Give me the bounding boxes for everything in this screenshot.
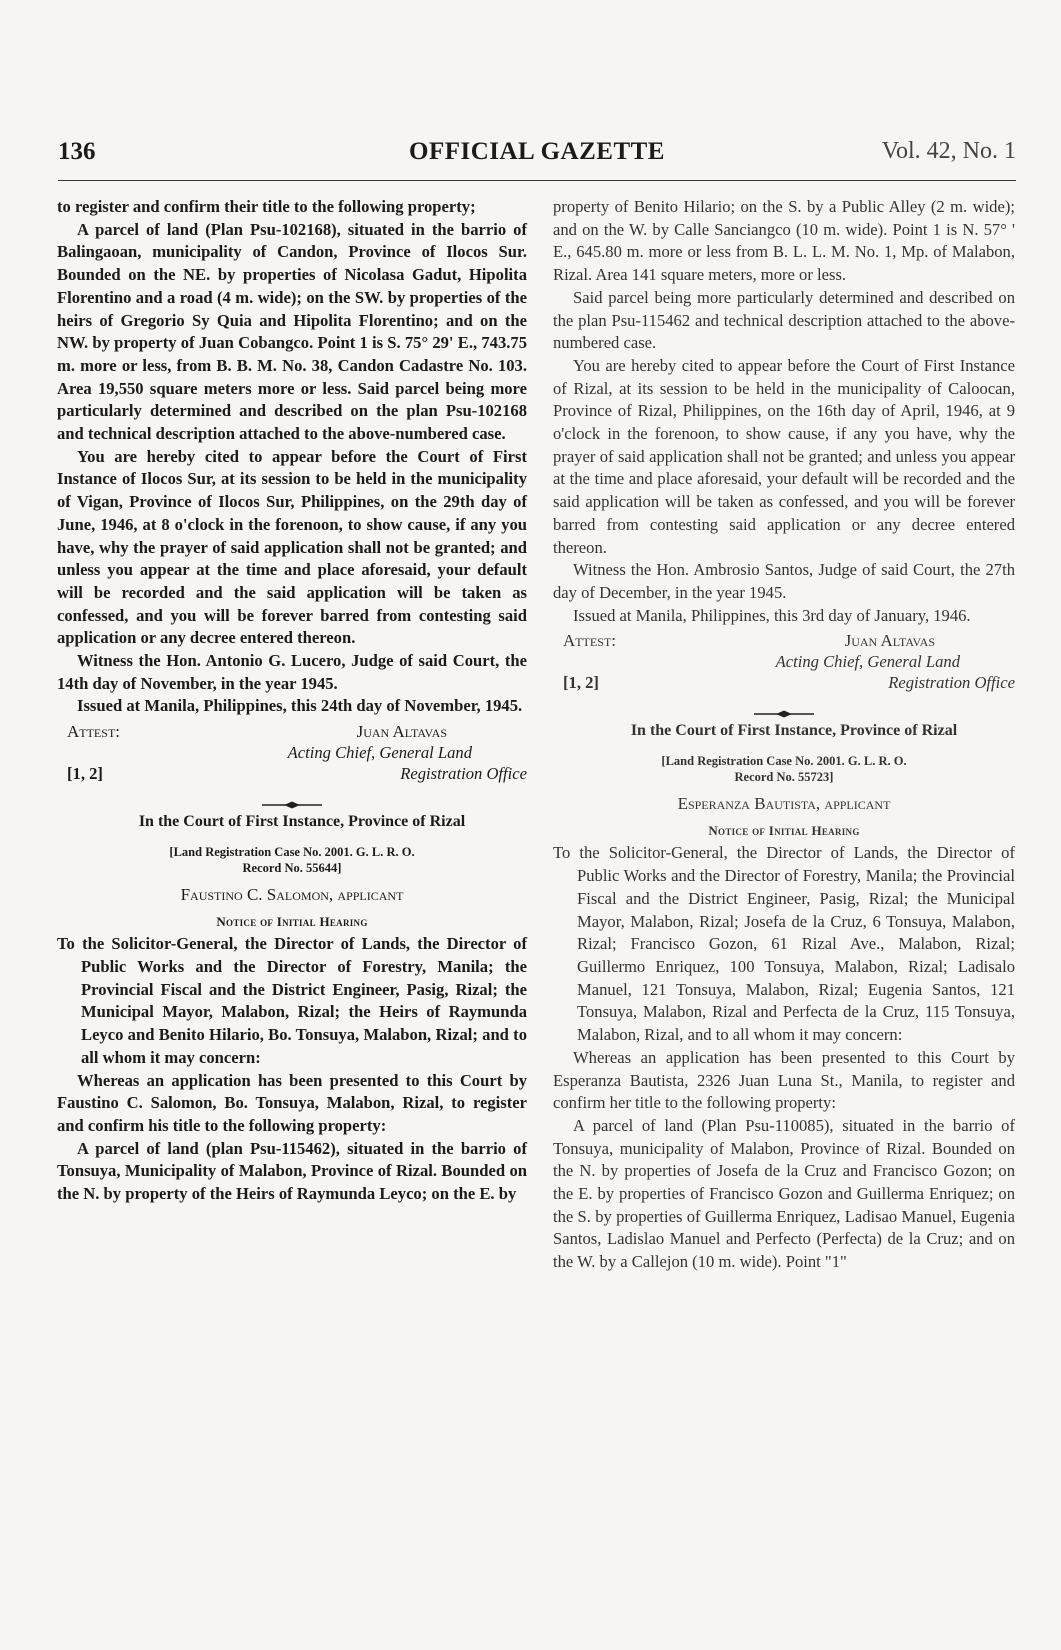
parcel-description: A parcel of land (Plan Psu-102168), situated in the barrio of Balingaoan, municipality of Candon, Province of Ilocos Sur. Bounded on the NE. by properties of Nicolasa Gadut, Hipolita Florentino and a road (4 m. wide); on the SW. by properties of the heirs of Gregorio Sy Quia and Hipolita Florentino; and on the NW. by property of Juan Cobangco. Point 1 is S. 75° 29' E., 743.75 m. more or less, from B. B. M. No. 38, Candon Cadastre No. 103. Area 19,550 square meters more or less. Said parcel being more particularly determined and described on the plan Psu-102168 and technical description attached to the above-numbered case. bbox=[57, 219, 527, 444]
parcel-continuation: property of Benito Hilario; on the S. by a Public Alley (2 m. wide); and on the W. by Calle Sanciangco (10 m. wide). Point 1 is N. 57° ' E., 645.80 m. more or less from B. L. L. M. No. 1, Mp. of Malabon, Rizal. Area 141 square meters, more or less. bbox=[553, 197, 1015, 285]
case-info bbox=[553, 753, 1015, 785]
right-column bbox=[553, 196, 1015, 1274]
parcel-description: A parcel of land (plan Psu-115462), situated in the barrio of Tonsuya, Municipality of Malabon, Province of Rizal. Bounded on the N. by property of the Heirs of Raymunda Leyco; on the E. by bbox=[57, 1138, 527, 1204]
case-line: [Land Registration Case No. 2001. G. L. R. O. bbox=[661, 754, 907, 769]
notice-title: Notice of Initial Hearing bbox=[708, 822, 860, 838]
addressees-paragraph: To the Solicitor-General, the Director of Lands, the Director of Public Works and the Director of Forestry, Manila; the Provincial Fiscal and the District Engineer, Pasig, Rizal; the Municipal Mayor, Malabon, Rizal; the Heirs of Raymunda Leyco and Benito Hilario, Bo. Tonsuya, Malabon, Rizal; and to all whom it may concern: bbox=[57, 934, 527, 1067]
applicant-name: Faustino C. Salomon, applicant bbox=[180, 884, 404, 904]
whereas-paragraph: Whereas an application has been presented to this Court by Esperanza Bautista, 2326 Juan Luna St., Manila, to register and confirm her title to the following property: bbox=[553, 1047, 1015, 1113]
parcel-description: A parcel of land (Plan Psu-110085), situated in the barrio of Tonsuya, municipality of Malabon, Province of Rizal. Bounded on the N. by properties of Josefa de la Cruz and Francisco Gozon; on the E. by properties of Francisco Gozon and Guillerma Enriquez; on the S. by properties of Guillerma Enriquez, Ladisao Manuel, Eugenia Santos, Ladislao Manuel and Perfecto (Perfecta) de la Cruz; and on the W. by a Callejon (10 m. wide). Point "1" bbox=[553, 1115, 1015, 1272]
page-header bbox=[58, 138, 1016, 178]
addressees-paragraph: To the Solicitor-General, the Director of Lands, the Director of Public Works and the Director of Forestry, Manila; the Provincial Fiscal and the District Engineer, Pasig, Rizal; the Municipal Mayor, Malabon, Rizal; Josefa de la Cruz, 6 Tonsuya, Malabon, Rizal; Francisco Gozon, 61 Rizal Ave., Malabon, Rizal; Guillermo Enriquez, 100 Tonsuya, Malabon, Rizal; Ladisalo Manuel, 121 Tonsuya, Malabon, Rizal; Eugenia Santos, 121 Tonsuya, Malabon, Rizal and Perfecta de la Cruz, 115 Tonsuya, Malabon, Rizal, and to all whom it may concern: bbox=[553, 843, 1015, 1045]
reference-number: [1, 2] bbox=[67, 764, 103, 784]
applicant-name: Esperanza Bautista, applicant bbox=[677, 794, 891, 814]
record-line: Record No. 55644] bbox=[242, 860, 342, 875]
record-line: Record No. 55723] bbox=[734, 770, 834, 785]
reference-number: [1, 2] bbox=[563, 673, 599, 693]
case-line: [Land Registration Case No. 2001. G. L. R. O. bbox=[169, 844, 415, 859]
issued-paragraph: Issued at Manila, Philippines, this 3rd day of January, 1946. bbox=[573, 605, 971, 625]
section-divider bbox=[553, 702, 1015, 712]
section-divider bbox=[57, 793, 527, 803]
signer-office: Registration Office bbox=[400, 764, 527, 784]
citation-paragraph: You are hereby cited to appear before the Court of First Instance of Rizal, at its session to be held in the municipality of Caloocan, Province of Rizal, Philippines, on the 16th day of April, 1946, at 9 o'clock in the forenoon, to show cause, if any you have, why the prayer of said application shall not be granted; and unless you appear at the time and place aforesaid, your default will be recorded and the said application will be taken as confessed, and you will be forever barred from contesting said application or any decree entered thereon. bbox=[553, 355, 1015, 557]
publication-title: OFFICIAL GAZETTE bbox=[409, 138, 665, 165]
citation-paragraph: You are hereby cited to appear before the Court of First Instance of Ilocos Sur, at its session to be held in the municipality of Vigan, Province of Ilocos Sur, Philippines, on the 29th day of June, 1946, at 8 o'clock in the forenoon, to show cause, if any you have, why the prayer of said application shall not be granted; and unless you appear at the time and place aforesaid, your default will be recorded and the said application will be taken as confessed, and you will be forever barred from contesting said application or any decree entered thereon. bbox=[57, 446, 527, 648]
notice-title: Notice of Initial Hearing bbox=[216, 913, 368, 929]
signer-name: Juan Altavas bbox=[356, 722, 447, 742]
said-parcel-paragraph: Said parcel being more particularly determined and described on the plan Psu-115462 and technical description attached to the above-numbered case. bbox=[553, 287, 1015, 353]
page-number: 136 bbox=[58, 138, 96, 165]
witness-paragraph: Witness the Hon. Ambrosio Santos, Judge of said Court, the 27th day of December, in the year 1945. bbox=[553, 560, 1015, 602]
whereas-paragraph: Whereas an application has been presented to this Court by Faustino C. Salomon, Bo. Tonsuya, Malabon, Rizal, to register and confirm his title to the following property: bbox=[57, 1070, 527, 1135]
court-heading: In the Court of First Instance, Province of Rizal bbox=[138, 813, 466, 831]
left-column bbox=[57, 196, 527, 1206]
issued-paragraph: Issued at Manila, Philippines, this 24th day of November, 1945. bbox=[77, 696, 523, 716]
volume-issue: Vol. 42, No. 1 bbox=[881, 138, 1016, 164]
header-rule bbox=[58, 180, 1016, 181]
court-heading: In the Court of First Instance, Province of Rizal bbox=[630, 722, 958, 740]
attest-block bbox=[57, 721, 527, 783]
attest-label: Attest: bbox=[67, 722, 120, 742]
signer-office: Registration Office bbox=[888, 673, 1015, 693]
witness-paragraph: Witness the Hon. Antonio G. Lucero, Judge of said Court, the 14th day of November, in the year 1945. bbox=[57, 651, 527, 693]
attest-block bbox=[553, 630, 1015, 692]
intro-paragraph: to register and confirm their title to the following property; bbox=[57, 197, 476, 216]
signer-name: Juan Altavas bbox=[844, 631, 935, 651]
attest-label: Attest: bbox=[563, 631, 616, 651]
case-info bbox=[57, 844, 527, 876]
signer-title: Acting Chief, General Land bbox=[287, 743, 472, 763]
signer-title: Acting Chief, General Land bbox=[775, 652, 960, 672]
